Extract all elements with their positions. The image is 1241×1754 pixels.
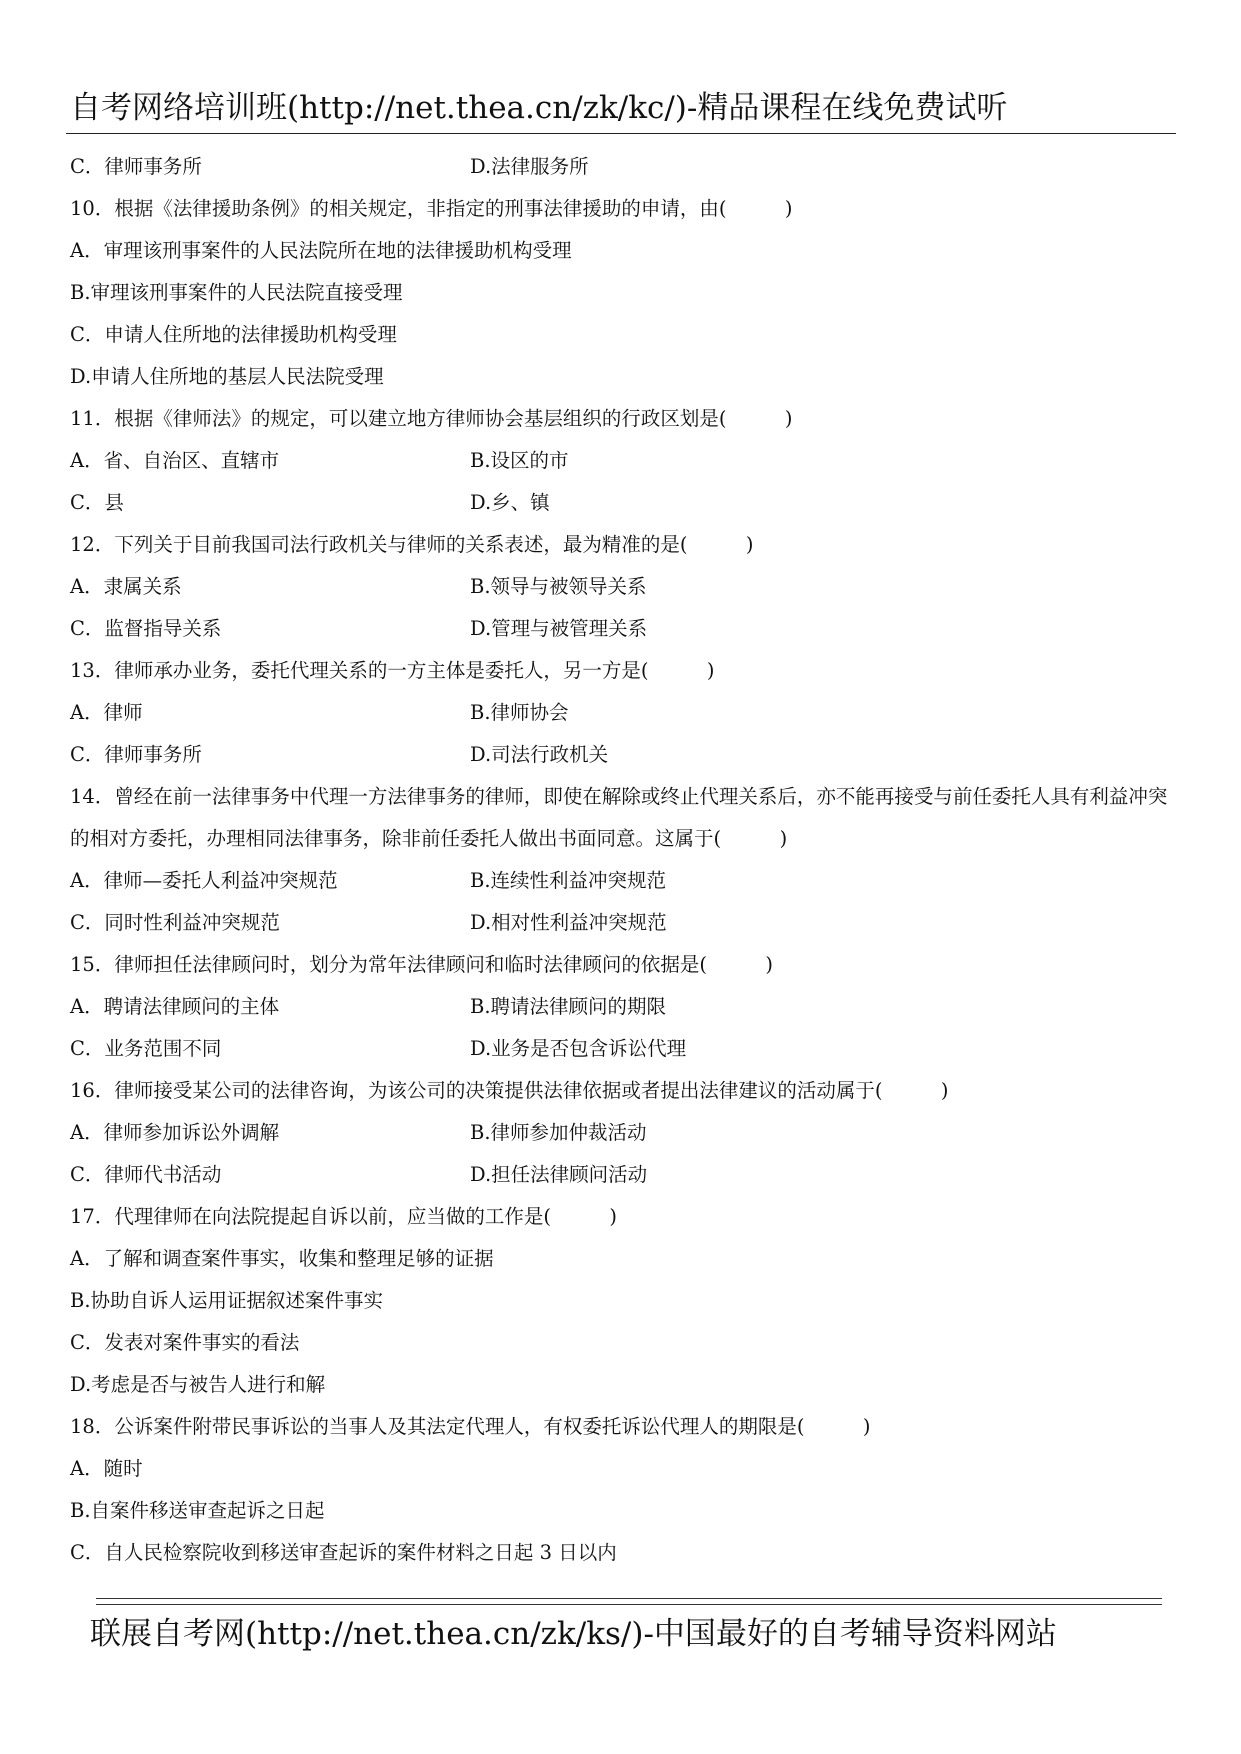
option-c: C．律师代书活动 bbox=[70, 1163, 222, 1186]
option-row bbox=[70, 482, 1180, 524]
option-d: D.乡、镇 bbox=[470, 491, 550, 514]
question-16: 16．律师接受某公司的法律咨询，为该公司的决策提供法律依据或者提出法律建议的活动属于( ) bbox=[70, 1079, 949, 1102]
option-b: B.自案件移送审查起诉之日起 bbox=[70, 1499, 325, 1522]
option-d: D.担任法律顾问活动 bbox=[470, 1163, 648, 1186]
option-c: C．同时性利益冲突规范 bbox=[70, 911, 280, 934]
page-footer: 联展自考网(http://net.thea.cn/zk/ks/)-中国最好的自考辅导资料网站 bbox=[90, 1616, 1057, 1652]
option-a: A．聘请法律顾问的主体 bbox=[70, 995, 280, 1018]
question-11: 11．根据《律师法》的规定，可以建立地方律师协会基层组织的行政区划是( ) bbox=[70, 407, 793, 430]
option-c: C．县 bbox=[70, 491, 124, 514]
option-row bbox=[70, 608, 1180, 650]
option-row bbox=[70, 986, 1180, 1028]
question-17: 17．代理律师在向法院提起自诉以前，应当做的工作是( ) bbox=[70, 1205, 618, 1228]
question-13: 13．律师承办业务，委托代理关系的一方主体是委托人，另一方是( ) bbox=[70, 659, 715, 682]
option-b: B.连续性利益冲突规范 bbox=[470, 869, 667, 892]
question-10: 10．根据《法律援助条例》的相关规定，非指定的刑事法律援助的申请，由( ) bbox=[70, 197, 793, 220]
option-d: D.考虑是否与被告人进行和解 bbox=[70, 1373, 326, 1396]
option-d: D.管理与被管理关系 bbox=[470, 617, 648, 640]
option-a: A．律师参加诉讼外调解 bbox=[70, 1121, 280, 1144]
option-c: C．自人民检察院收到移送审查起诉的案件材料之日起 3 日以内 bbox=[70, 1541, 617, 1564]
option-c: C．发表对案件事实的看法 bbox=[70, 1331, 300, 1354]
option-a: A．了解和调查案件事实，收集和整理足够的证据 bbox=[70, 1247, 494, 1270]
option-b: B.律师参加仲裁活动 bbox=[470, 1121, 647, 1144]
option-c: C．业务范围不同 bbox=[70, 1037, 222, 1060]
option-a: A．随时 bbox=[70, 1457, 143, 1480]
option-a: A．律师—委托人利益冲突规范 bbox=[70, 869, 338, 892]
exam-content bbox=[70, 146, 1180, 1574]
option-d: D.法律服务所 bbox=[470, 155, 589, 178]
question-15: 15．律师担任法律顾问时，划分为常年法律顾问和临时法律顾问的依据是( ) bbox=[70, 953, 774, 976]
question-18: 18．公诉案件附带民事诉讼的当事人及其法定代理人，有权委托诉讼代理人的期限是( ) bbox=[70, 1415, 871, 1438]
footer-divider bbox=[96, 1598, 1162, 1599]
option-a: A．省、自治区、直辖市 bbox=[70, 449, 280, 472]
option-row bbox=[70, 1112, 1180, 1154]
question-12: 12．下列关于目前我国司法行政机关与律师的关系表述，最为精准的是( ) bbox=[70, 533, 754, 556]
option-row bbox=[70, 146, 1180, 188]
option-d: D.司法行政机关 bbox=[470, 743, 609, 766]
option-b: B.设区的市 bbox=[470, 449, 569, 472]
option-b: B.领导与被领导关系 bbox=[470, 575, 647, 598]
option-row bbox=[70, 440, 1180, 482]
option-a: A．隶属关系 bbox=[70, 575, 182, 598]
option-row bbox=[70, 692, 1180, 734]
footer-divider bbox=[96, 1604, 1162, 1605]
option-c: C．监督指导关系 bbox=[70, 617, 222, 640]
option-d: D.相对性利益冲突规范 bbox=[470, 911, 667, 934]
option-row bbox=[70, 860, 1180, 902]
option-row bbox=[70, 1028, 1180, 1070]
option-row bbox=[70, 902, 1180, 944]
option-d: D.业务是否包含诉讼代理 bbox=[470, 1037, 687, 1060]
option-b: B.聘请法律顾问的期限 bbox=[470, 995, 667, 1018]
option-row bbox=[70, 566, 1180, 608]
page-header: 自考网络培训班(http://net.thea.cn/zk/kc/)-精品课程在线免费试听 bbox=[70, 90, 1008, 126]
option-b: B.律师协会 bbox=[470, 701, 569, 724]
option-c: C．申请人住所地的法律援助机构受理 bbox=[70, 323, 397, 346]
question-14: 14．曾经在前一法律事务中代理一方法律事务的律师，即使在解除或终止代理关系后，亦不能再接受与前任委托人具有利益冲突的相对方委托，办理相同法律事务，除非前任委托人做出书面同意。这属于( ) bbox=[70, 785, 1168, 850]
header-divider bbox=[66, 133, 1176, 134]
option-c: C．律师事务所 bbox=[70, 743, 202, 766]
option-d: D.申请人住所地的基层人民法院受理 bbox=[70, 365, 384, 388]
option-a: A．律师 bbox=[70, 701, 143, 724]
option-a: A．审理该刑事案件的人民法院所在地的法律援助机构受理 bbox=[70, 239, 572, 262]
option-row bbox=[70, 734, 1180, 776]
option-row bbox=[70, 1154, 1180, 1196]
option-b: B.协助自诉人运用证据叙述案件事实 bbox=[70, 1289, 384, 1312]
option-c: C．律师事务所 bbox=[70, 155, 202, 178]
option-b: B.审理该刑事案件的人民法院直接受理 bbox=[70, 281, 403, 304]
